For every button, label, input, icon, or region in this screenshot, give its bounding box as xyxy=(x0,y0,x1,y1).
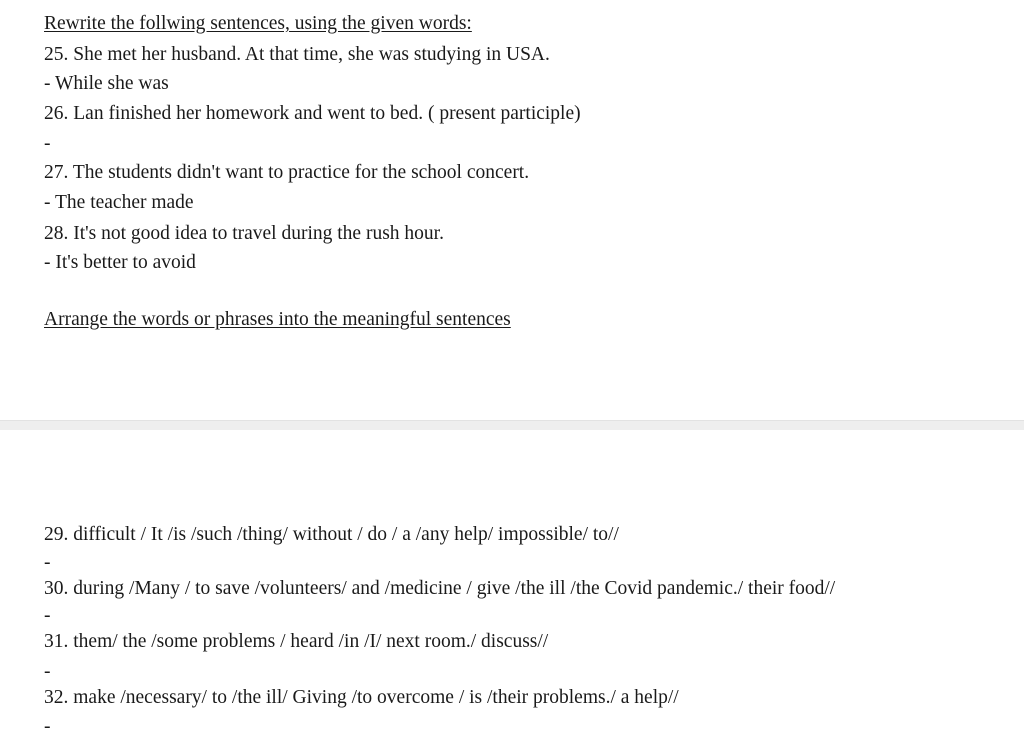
question-27: 27. The students didn't want to practice for the school concert. xyxy=(44,162,530,183)
document-page-2 xyxy=(0,430,1024,750)
question-28: 28. It's not good idea to travel during the rush hour. xyxy=(44,223,444,244)
section-heading-rewrite: Rewrite the follwing sentences, using the given words: xyxy=(44,13,472,34)
question-31: 31. them/ the /some problems / heard /in /I/ next room./ discuss// xyxy=(44,631,549,652)
answer-line-30: - xyxy=(44,605,51,626)
answer-line-32: - xyxy=(44,716,51,737)
question-29: 29. difficult / It /is /such /thing/ without / do / a /any help/ impossible/ to// xyxy=(44,524,619,545)
question-25: 25. She met her husband. At that time, she was studying in USA. xyxy=(44,44,550,65)
section-heading-arrange: Arrange the words or phrases into the meaningful sentences xyxy=(44,309,511,330)
answer-line-29: - xyxy=(44,552,51,573)
answer-line-26: - xyxy=(44,133,51,154)
answer-line-27: - The teacher made xyxy=(44,192,194,213)
question-26: 26. Lan finished her homework and went to bed. ( present participle) xyxy=(44,103,581,124)
question-32: 32. make /necessary/ to /the ill/ Giving /to overcome / is /their problems./ a help// xyxy=(44,687,679,708)
question-30: 30. during /Many / to save /volunteers/ and /medicine / give /the ill /the Covid pandemic./ their food// xyxy=(44,578,836,599)
answer-line-25: - While she was xyxy=(44,73,169,94)
answer-line-28: - It's better to avoid xyxy=(44,252,196,273)
answer-line-31: - xyxy=(44,661,51,682)
